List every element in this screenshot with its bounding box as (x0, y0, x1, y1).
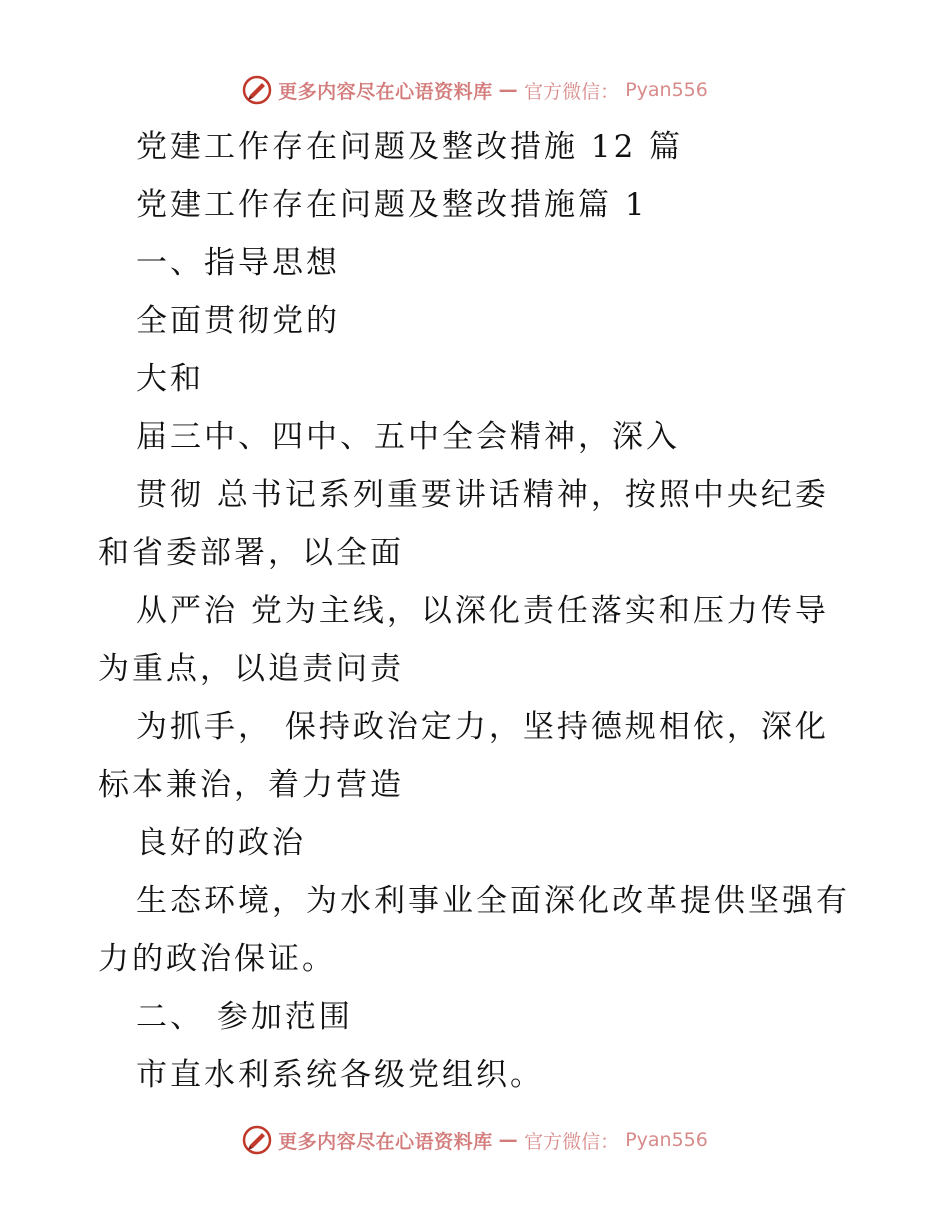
paragraph-line: 从严治 党为主线，以深化责任落实和压力传导 (136, 593, 829, 629)
watermark-text: 更多内容尽在心语资料库 (278, 1130, 493, 1153)
watermark-header (0, 70, 950, 110)
watermark-wechat-label: 官方微信： (524, 80, 620, 103)
watermark-dash: — (498, 1129, 519, 1151)
document-body (98, 118, 858, 1104)
paragraph-line: 市直水利系统各级党组织。 (136, 1057, 544, 1093)
pen-logo-icon (242, 75, 272, 105)
paragraph-line: 良好的政治 (136, 825, 306, 861)
watermark-wechat-id: Pyan556 (625, 79, 708, 101)
watermark-wechat-label: 官方微信： (524, 1130, 620, 1153)
paragraph-line: 大和 (136, 361, 204, 397)
paragraph-line: 贯彻 总书记系列重要讲话精神，按照中央纪委 (136, 477, 829, 513)
watermark-footer (0, 1120, 950, 1160)
document-title: 党建工作存在问题及整改措施 12 篇 (136, 129, 684, 165)
paragraph-line: 届三中、四中、五中全会精神，深入 (136, 419, 680, 455)
paragraph-line: 标本兼治，着力营造 (98, 767, 404, 803)
document-subtitle: 党建工作存在问题及整改措施篇 1 (136, 187, 648, 223)
section-heading-scope: 二、 参加范围 (136, 999, 353, 1035)
paragraph-line: 和省委部署，以全面 (98, 535, 404, 571)
pen-logo-icon (242, 1125, 272, 1155)
watermark-wechat-id: Pyan556 (625, 1129, 708, 1151)
paragraph-line: 为抓手， 保持政治定力，坚持德规相依，深化 (136, 709, 829, 745)
watermark-text: 更多内容尽在心语资料库 (278, 80, 493, 103)
paragraph-line: 力的政治保证。 (98, 941, 336, 977)
paragraph-line: 为重点，以追责问责 (98, 651, 404, 687)
section-heading-guiding-ideology: 一、指导思想 (136, 245, 340, 281)
watermark-dash: — (498, 79, 519, 101)
paragraph-line: 全面贯彻党的 (136, 303, 340, 339)
paragraph-line: 生态环境，为水利事业全面深化改革提供坚强有 (136, 883, 850, 919)
